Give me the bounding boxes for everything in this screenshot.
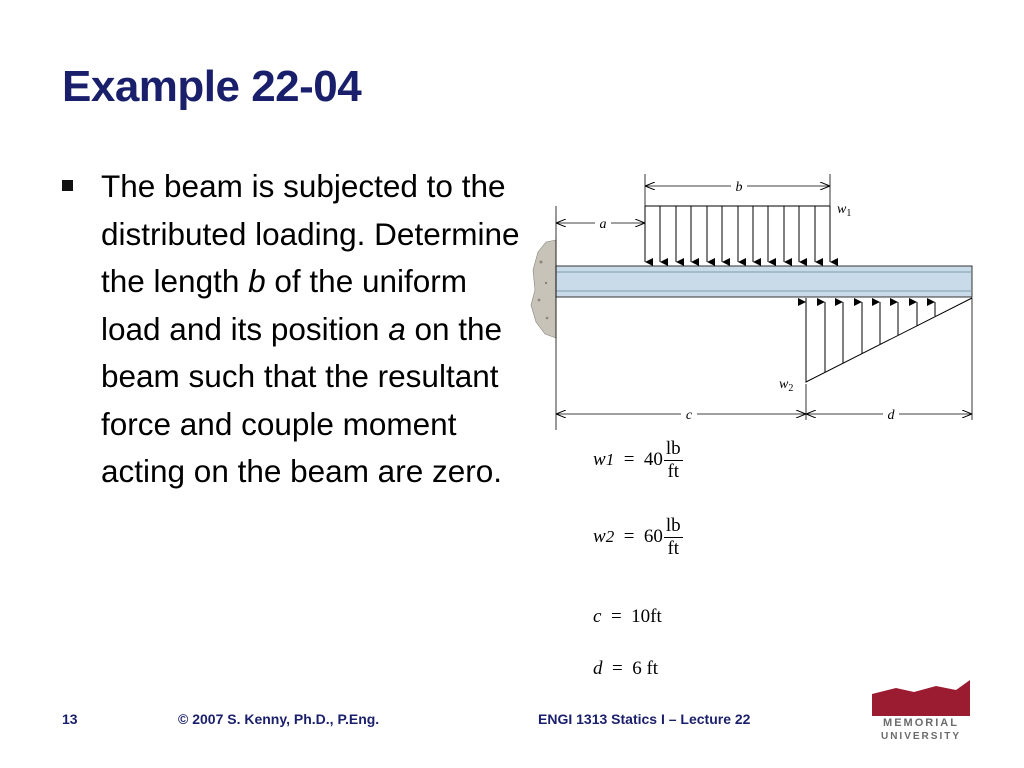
given-w2 [593, 515, 683, 560]
w2-unit-den: ft [667, 538, 680, 559]
label-b: b [735, 180, 743, 195]
w2-unit [664, 515, 683, 560]
label-w2: $w_2$ [779, 377, 794, 394]
w1-unit-num: lb [665, 438, 681, 459]
w2-value: 60 [643, 525, 663, 547]
w1-unit [664, 438, 683, 483]
w1-var: w [593, 448, 606, 470]
w2-eq: = [623, 525, 635, 547]
page-title: Example 22-04 [62, 62, 362, 111]
d-eq: = [612, 658, 623, 679]
beam [556, 266, 972, 297]
page-number: 13 [62, 711, 78, 727]
uniform-load-w1 [645, 206, 830, 262]
c-eq: = [610, 606, 622, 627]
footer-copyright: © 2007 S. Kenny, Ph.D., P.Eng. [178, 711, 380, 727]
triangular-load-w2 [806, 298, 972, 382]
label-a: a [599, 217, 607, 232]
logo-line-1: MEMORIAL [883, 717, 959, 729]
w2-unit-num: lb [665, 515, 681, 536]
variable-a: a [388, 310, 406, 347]
w1-sub: 1 [605, 449, 615, 469]
bullet-square-icon [62, 180, 73, 191]
d-value: 6 ft [632, 658, 659, 679]
logo-banner-shape [872, 680, 970, 716]
w2-var: w [593, 525, 606, 547]
problem-statement [101, 163, 521, 496]
given-d [593, 658, 658, 680]
w1-unit-den: ft [667, 461, 680, 482]
w1-eq: = [623, 448, 635, 470]
d-var: d [593, 658, 603, 679]
variable-b: b [248, 263, 266, 299]
footer-course: ENGI 1313 Statics I – Lecture 22 [538, 711, 751, 727]
beam-diagram [525, 168, 985, 436]
statement-part-2: of the uniform load and its position [101, 263, 468, 347]
c-var: c [593, 606, 602, 627]
w2-sub: 2 [605, 526, 615, 546]
logo-line-2: UNIVERSITY [880, 731, 962, 742]
wall-support [531, 240, 556, 338]
c-value: 10ft [631, 606, 662, 627]
memorial-university-logo [866, 678, 976, 744]
statement-part-1: The beam is subjected to the distributed loading. Determine the length [101, 168, 520, 299]
given-c [593, 606, 662, 628]
w1-value: 40 [643, 448, 663, 470]
label-d: d [887, 408, 895, 423]
dimension-labels [595, 178, 899, 423]
statement-part-3: on the beam such that the resultant force and couple moment acting on the beam are zero. [101, 310, 503, 489]
dimension-lines [556, 186, 972, 414]
label-c: c [685, 408, 693, 423]
extension-lines [556, 174, 972, 430]
label-w1: $w_1$ [837, 202, 852, 219]
given-w1 [593, 438, 683, 483]
